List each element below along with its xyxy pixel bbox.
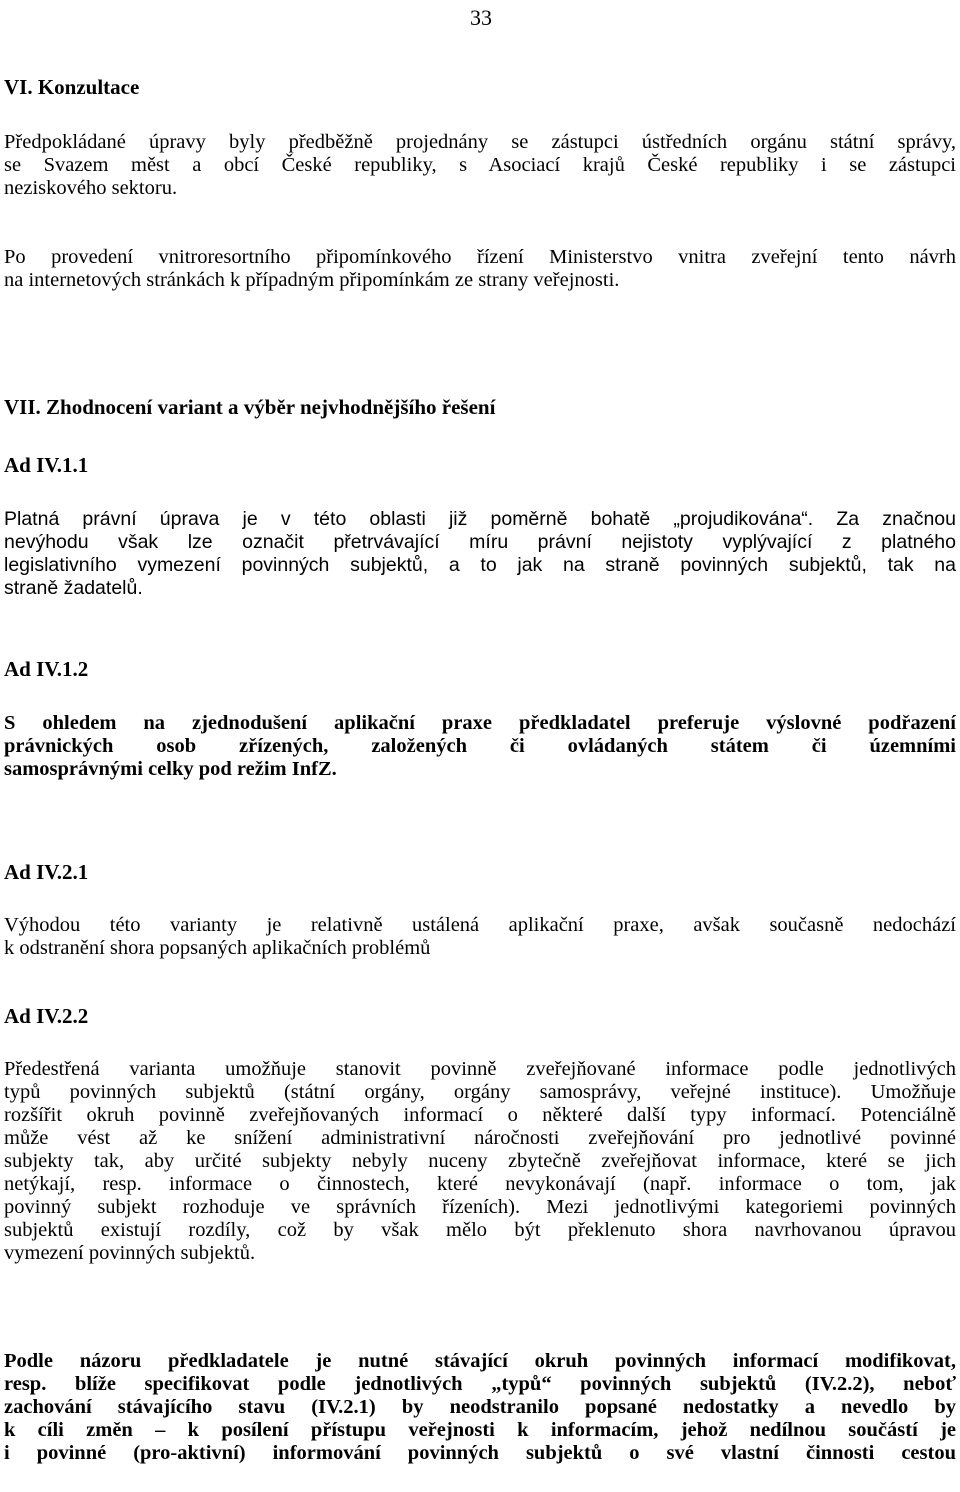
text-line: zachování stávajícího stavu (IV.2.1) by neodstranilo popsané nedostatky a nevedlo by [4, 1396, 956, 1418]
page-number: 33 [470, 5, 492, 30]
text-line: legislativního vymezení povinných subjektů, a to jak na straně povinných subjektů, tak na [4, 554, 956, 576]
text-line: samosprávnými celky pod režim InfZ. [4, 758, 337, 780]
paragraph-ad-iv-1-1 [4, 508, 956, 600]
text-line: straně žadatelů. [4, 577, 143, 599]
text-line: i povinné (pro-aktivní) informování povinných subjektů o své vlastní činnosti cestou [4, 1442, 956, 1464]
text-line: Předpokládané úpravy byly předběžně projednány se zástupci ústředních orgánu státní správy, [4, 131, 956, 153]
text-line: rozšířit okruh povinně zveřejňovaných informací o některé další typy informací. Potenciálně [4, 1104, 956, 1126]
section-heading-zhodnoceni: VII. Zhodnocení variant a výběr nejvhodnějšího řešení [4, 395, 496, 419]
text-line: nevýhodu však lze označit přetrvávající míru právní nejistoty vyplývající z platného [4, 531, 956, 553]
subheading-ad-iv-1-2: Ad IV.1.2 [4, 657, 89, 681]
text-line: resp. blíže specifikovat podle jednotlivých „typů“ povinných subjektů (IV.2.2), neboť [4, 1373, 956, 1395]
text-line: typů povinných subjektů (státní orgány, orgány samosprávy, veřejné instituce). Umožňuje [4, 1081, 956, 1103]
text-line: subjektů existují rozdíly, což by však mělo být překlenuto shora navrhovanou úpravou [4, 1219, 956, 1241]
text-line: může vést až ke snížení administrativní náročnosti zveřejňování pro jednotlivé povinné [4, 1127, 956, 1149]
paragraph-ad-iv-1-2 [4, 712, 956, 781]
text-line: Podle názoru předkladatele je nutné stávající okruh povinných informací modifikovat, [4, 1350, 956, 1372]
text-line: k odstranění shora popsaných aplikačních problémů [4, 937, 431, 959]
paragraph-ad-iv-2-2 [4, 1058, 956, 1265]
text-line: neziskového sektoru. [4, 177, 178, 199]
text-line: se Svazem měst a obcí České republiky, s Asociací krajů České republiky i se zástupci [4, 154, 956, 176]
text-line: vymezení povinných subjektů. [4, 1242, 256, 1264]
section-heading-konzultace: VI. Konzultace [4, 75, 140, 99]
paragraph-konzultace-1 [4, 131, 956, 200]
subheading-ad-iv-2-1: Ad IV.2.1 [4, 860, 89, 884]
subheading-ad-iv-1-1: Ad IV.1.1 [4, 453, 89, 477]
text-line: k cíli změn – k posílení přístupu veřejnosti k informacím, jehož nedílnou součástí je [4, 1419, 956, 1441]
text-line: povinný subjekt rozhoduje ve správních řízeních). Mezi jednotlivými kategoriemi povinných [4, 1196, 956, 1218]
text-line: na internetových stránkách k případným připomínkám ze strany veřejnosti. [4, 269, 620, 291]
text-line: Předestřená varianta umožňuje stanovit povinně zveřejňované informace podle jednotlivých [4, 1058, 956, 1080]
paragraph-conclusion [4, 1350, 956, 1465]
paragraph-konzultace-2 [4, 246, 956, 292]
text-line: netýkají, resp. informace o činnostech, které nevykonávají (např. informace o tom, jak [4, 1173, 956, 1195]
paragraph-ad-iv-2-1 [4, 914, 956, 960]
text-line: Po provedení vnitroresortního připomínkového řízení Ministerstvo vnitra zveřejní tento návrh [4, 246, 956, 268]
text-line: právnických osob zřízených, založených či ovládaných státem či územními [4, 735, 956, 757]
text-line: subjekty tak, aby určité subjekty nebyly nuceny zbytečně zveřejňovat informace, které se jich [4, 1150, 956, 1172]
text-line: Výhodou této varianty je relativně ustálená aplikační praxe, avšak současně nedochází [4, 914, 956, 936]
text-line: Platná právní úprava je v této oblasti již poměrně bohatě „projudikována“. Za značnou [4, 508, 956, 530]
text-line: S ohledem na zjednodušení aplikační praxe předkladatel preferuje výslovné podřazení [4, 712, 956, 734]
subheading-ad-iv-2-2: Ad IV.2.2 [4, 1004, 89, 1028]
